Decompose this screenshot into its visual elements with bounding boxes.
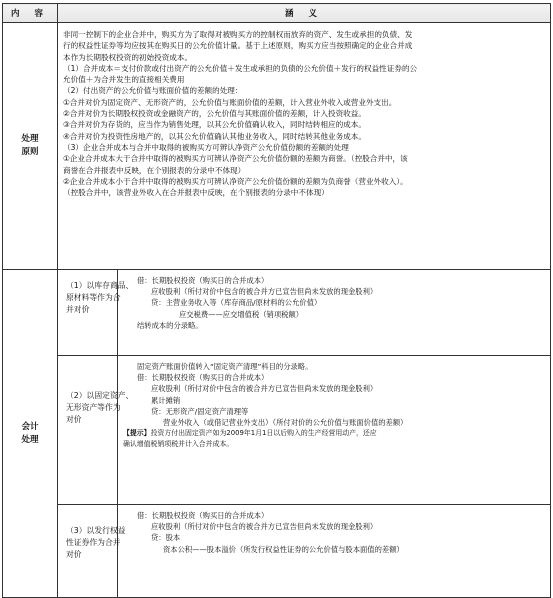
equity-label: （3）以发行权益 性证券作为合并 对价 — [58, 505, 118, 598]
principle-line: 本作为长期股权投资的初始投资成本。 — [63, 52, 193, 62]
journal-line: 应收股利（所付对价中包含的被合并方已宣告但尚未发放的现金股利） — [151, 522, 378, 532]
principle-line: 非同一控制下的企业合并中，购买方为了取得对被购买方的控制权而放弃的资产、发生或承担的负债、发 — [63, 30, 413, 39]
accounting-label: 会计 处理 — [3, 270, 58, 598]
principle-line: （2）付出资产的公允价值与账面价值的差额的处理： — [63, 86, 243, 96]
principle-text — [58, 23, 551, 270]
inventory-label: （1）以库存商品、 原材料等作为合 并对价 — [58, 270, 118, 356]
principle-line: ①合并对价为固定资产、无形资产的，公允价值与账面价值的差额，计入营业外收入或营业外支出。 — [63, 97, 397, 107]
principle-line: ③合并对价为存货的，应当作为销售处理，以其公允价值确认收入，同时结转相应的成本。 — [63, 120, 366, 130]
principle-line: ④合并对价为投资性房地产的，以其公允价值确认其他业务收入，同时结转其他业务成本。 — [63, 131, 366, 141]
journal-line: 应收股利（所付对价中包含的被合并方已宣告但尚未发放的现金股利） — [151, 287, 378, 297]
journal-line: 结转成本的分录略。 — [137, 320, 203, 330]
tip-line: 确认增值税销项税并计入合并成本。 — [123, 440, 234, 449]
principle-line: ②合并对价为长期股权投资或金融资产的，公允价值与其账面价值的差额，计入投资收益。 — [63, 109, 366, 119]
journal-line: 营业外收入（或借记营业外支出）（所付对价的公允价值与账面价值的差额） — [163, 418, 408, 428]
principle-line: （1）合并成本＝支付价款或付出资产的公允价值＋发生或承担的负债的公允价值＋发行的权益性证券的公 — [63, 63, 418, 73]
principle-line: ①企业合并成本大于合并中取得的被购买方可辨认净资产公允价值份额的差额为商誉。（控股合并中，该 — [63, 154, 408, 164]
journal-line: 贷：主营业务收入等（库存商品/原材料的公允价值） — [151, 298, 322, 308]
principle-row — [3, 23, 551, 270]
journal-line: 累计摊销 — [151, 395, 181, 405]
journal-line: 固定资产账面价值转入“固定资产清理”科目的分录略。 — [137, 362, 313, 371]
journal-line: 借：长期股权投资（购买日的合并成本） — [137, 276, 269, 285]
fixed-asset-label: （2）以固定资产、 无形资产等作为 对价 — [58, 356, 118, 505]
fixed-asset-entry — [118, 356, 551, 505]
journal-line: 贷：股本 — [151, 533, 181, 543]
tip-line: 【提示】投资方付出固定资产如为2009年1月1日以后购入的生产经营用动产，还应 — [123, 429, 377, 438]
principle-line: （3）企业合并成本与合并中取得的被购买方可辨认净资产公允价值份额的差额的处理 — [63, 142, 349, 152]
equity-entry — [118, 505, 551, 598]
inventory-entry — [118, 270, 551, 356]
journal-line: 应交税费——应交增值税（销项税额） — [179, 309, 304, 319]
header-meaning: 涵 义 — [58, 4, 551, 23]
journal-line: 借：长期股权投资（购买日的合并成本） — [137, 511, 269, 520]
principle-line: ②企业合并成本小于合并中取得的被购买方可辨认净资产公允价值份额的差额为负商誉（营业外收入）。 — [63, 176, 408, 186]
equity-row — [3, 505, 551, 598]
journal-line: 资本公积——股本溢价（所发行权益性证券的公允价值与股本面值的差额） — [163, 544, 404, 554]
principle-label: 处理 原则 — [3, 23, 58, 270]
table-header-row — [3, 4, 551, 23]
principle-line: 行的权益性证券等均应按其在购买日的公允价值计量。基于上述原则，购买方应当按照确定的企业合并成 — [63, 41, 413, 51]
principle-line: （控股合并中，该营业外收入在合并报表中反映，在个别报表的分录中不体现） — [63, 188, 329, 198]
journal-line: 借：长期股权投资（购买日的合并成本） — [137, 373, 269, 383]
tip-tag: 【提示】 — [123, 429, 151, 438]
accounting-table — [2, 3, 551, 598]
journal-line: 应收股利（所付对价中包含的被合并方已宣告但尚未发放的现金股利） — [151, 384, 378, 394]
principle-line: 商誉在合并报表中反映，在个别报表的分录中不体现） — [63, 165, 246, 175]
header-content: 内 容 — [3, 4, 58, 23]
fixed-asset-row — [3, 356, 551, 505]
inventory-row — [3, 270, 551, 356]
principle-line: 允价值＋为合并发生的直接相关费用 — [63, 75, 185, 85]
journal-line: 贷：无形资产/固定资产清理等 — [151, 406, 249, 416]
